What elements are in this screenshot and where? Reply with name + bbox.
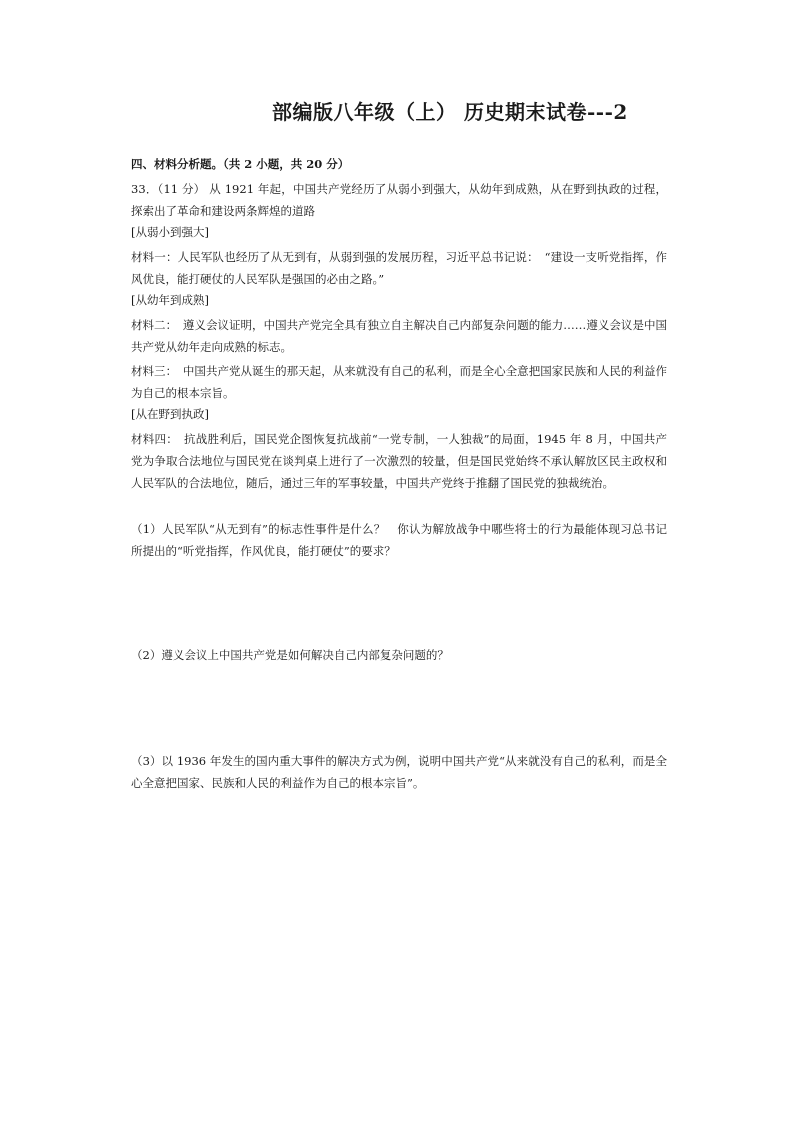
question-3: （3）以 1936 年发生的国内重大事件的解决方式为例，说明中国共产党“从来就没有自己的私利，而是全心全意把国家、民族和人民的利益作为自己的根本宗旨”。 bbox=[131, 754, 667, 790]
subhead-opposition-to-ruling: [从在野到执政] bbox=[131, 407, 209, 421]
material-2: 材料二： 遵义会议证明，中国共产党完全具有独立自主解决自己内部复杂问题的能力……遵义会议是中国共产党从幼年走向成熟的标志。 bbox=[131, 318, 667, 354]
question-33-intro: 33．（11 分） 从 1921 年起，中国共产党经历了从弱小到强大，从幼年到成熟，从在野到执政的过程，探索出了革命和建设两条辉煌的道路 bbox=[131, 182, 667, 218]
material-1: 材料一：人民军队也经历了从无到有，从弱到强的发展历程，习近平总书记说： “建设一支听党指挥，作风优良，能打硬仗的人民军队是强国的必由之路。” bbox=[131, 250, 667, 286]
section-heading: 四、材料分析题。（共 2 小题，共 20 分） bbox=[131, 157, 350, 171]
question-1: （1）人民军队“从无到有”的标志性事件是什么？ 你认为解放战争中哪些将士的行为最能体现习总书记所提出的“听党指挥，作风优良，能打硬仗”的要求？ bbox=[131, 522, 667, 558]
question-2: （2）遵义会议上中国共产党是如何解决自己内部复杂问题的？ bbox=[131, 648, 449, 662]
subhead-weak-to-strong: [从弱小到强大] bbox=[131, 225, 209, 239]
subhead-young-to-mature: [从幼年到成熟] bbox=[131, 293, 209, 307]
material-4: 材料四： 抗战胜利后，国民党企图恢复抗战前“一党专制，一人独裁”的局面，1945 年 8 月，中国共产党为争取合法地位与国民党在谈判桌上进行了一次激烈的较量，但是国民党始终不承认解放区民主政权和人民军队的合法地位，随后，通过三年的军事较量，中国共产党终于推翻了国民党的独裁统治。 bbox=[131, 432, 667, 490]
material-3: 材料三： 中国共产党从诞生的那天起，从来就没有自己的私利，而是全心全意把国家民族和人民的利益作为自己的根本宗旨。 bbox=[131, 364, 667, 400]
page-title: 部编版八年级（上） 历史期末试卷---2 bbox=[272, 100, 628, 124]
